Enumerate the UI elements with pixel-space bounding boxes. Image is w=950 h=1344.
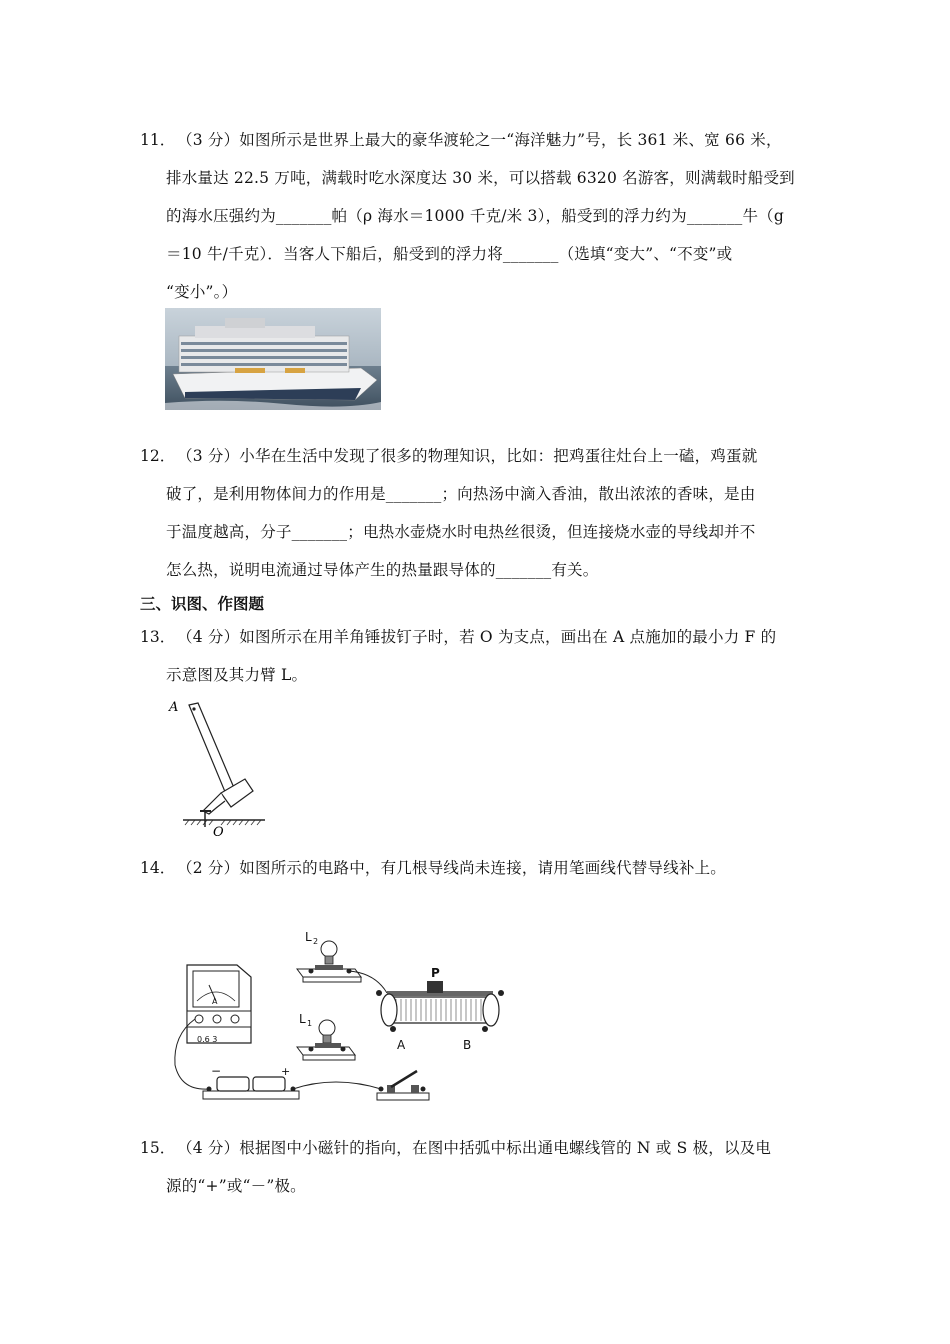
question-15-number: 15．: [140, 1139, 176, 1157]
circuit-diagram: [165, 925, 525, 1115]
question-11-number: 11．: [140, 131, 176, 149]
svg-text:A: A: [212, 997, 218, 1006]
l1-subscript: 1: [307, 1019, 313, 1028]
rheostat-b-label: B: [463, 1038, 472, 1052]
question-12-line-2: 破了，是利用物体间力的作用是_______；向热汤中滴入香油，散出浓浓的香味，是由: [166, 485, 756, 503]
section-heading: 三、识图、作图题: [140, 594, 265, 613]
question-11-line-4: ＝10 牛/千克）．当客人下船后，船受到的浮力将_______（选填“变大”、“不变”或: [166, 245, 733, 263]
question-11-line-3: 的海水压强约为_______帕（ρ 海水＝1000 千克/米 3），船受到的浮力约为_______牛（g: [166, 207, 784, 225]
question-12-line-1: （3 分）小华在生活中发现了很多的物理知识，比如：把鸡蛋往灶台上一磕，鸡蛋就: [177, 447, 758, 465]
question-11-line-2: 排水量达 22.5 万吨，满载时吃水深度达 30 米，可以搭载 6320 名游客，则满载时船受到: [166, 169, 795, 187]
battery-minus-label: −: [211, 1064, 222, 1078]
point-a-label: A: [169, 700, 179, 715]
question-14-number: 14．: [140, 859, 176, 877]
question-11-line-1: （3 分）如图所示是世界上最大的豪华渡轮之一“海洋魅力”号，长 361 米、宽 66 米，: [177, 131, 782, 149]
question-12-number: 12．: [140, 447, 176, 465]
l2-label: L: [305, 930, 312, 944]
question-13-line-2: 示意图及其力臂 L。: [166, 666, 308, 684]
question-15-line-2: 源的“+”或“－”极。: [166, 1177, 306, 1195]
question-15-line-1: （4 分）根据图中小磁针的指向，在图中括弧中标出通电螺线管的 N 或 S 极，以及电: [177, 1139, 772, 1157]
rheostat-a-label: A: [397, 1038, 406, 1052]
slider-p-label: P: [431, 966, 440, 980]
l2-subscript: 2: [313, 937, 319, 946]
ammeter-terminal-labels: 0.6 3: [197, 1035, 218, 1044]
question-13-line-1: （4 分）如图所示在用羊角锤拔钉子时，若 O 为支点，画出在 A 点施加的最小力 F 的: [177, 628, 777, 646]
question-11-line-5: “变小”。）: [166, 283, 238, 301]
question-12-line-3: 于温度越高，分子_______；电热水壶烧水时电热丝很烫，但连接烧水壶的导线却并不: [166, 523, 756, 541]
question-14-line-1: （2 分）如图所示的电路中，有几根导线尚未连接，请用笔画线代替导线补上。: [177, 859, 726, 877]
question-12-line-4: 怎么热，说明电流通过导体产生的热量跟导体的_______有关。: [166, 561, 599, 579]
claw-hammer-diagram: [165, 695, 270, 840]
pivot-o-label: O: [213, 825, 224, 840]
cruise-ship-image: [165, 308, 381, 410]
battery-plus-label: +: [281, 1065, 291, 1078]
l1-label: L: [299, 1012, 306, 1026]
question-13-number: 13．: [140, 628, 176, 646]
